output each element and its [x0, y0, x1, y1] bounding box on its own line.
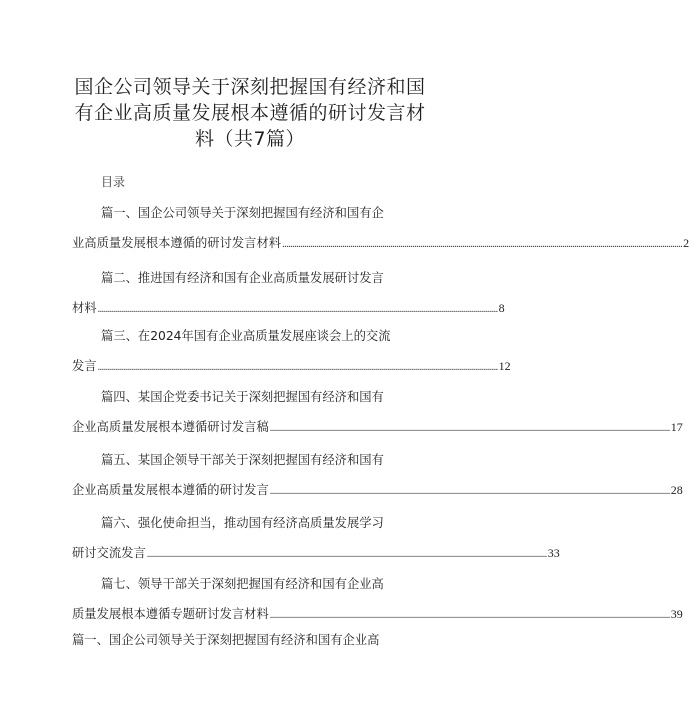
toc-entry-title: 篇六、强化使命担当，推动国有经济高质量发展学习 [101, 516, 384, 530]
toc-entry-title-tail: 企业高质量发展根本遵循研讨发言稿 [72, 420, 269, 434]
toc-entry-title-cont [72, 543, 560, 561]
toc-page-number: 17 [670, 420, 683, 434]
toc-heading: 目录 [101, 175, 126, 189]
toc-entry-title-tail: 业高质量发展根本遵循的研讨发言材料 [72, 236, 282, 250]
title-line-3: 料（共7篇） [194, 128, 306, 150]
toc-leader-dots: ........................................................................................................................................................................................................ [269, 423, 670, 434]
toc-leader-dots: ........................................................................................................................................................................................................ [146, 549, 547, 560]
toc-page-number: 8 [498, 301, 505, 315]
toc-entry-title-tail: 发言 [72, 359, 97, 373]
document-title [70, 74, 430, 152]
toc-entry-title-cont [72, 604, 683, 622]
toc-leader-dots: ........................................................................................................................................................................................................ [269, 486, 670, 497]
toc-entry-title-tail: 材料 [72, 301, 97, 315]
toc-leader-dots: ........................................................................................................................................................................................................ [97, 362, 498, 373]
toc-entry-title-cont [72, 356, 511, 374]
title-line-1: 国企公司领导关于深刻把握国有经济和国 [74, 76, 426, 98]
toc-entry-title-tail: 企业高质量发展根本遵循的研讨发言 [72, 483, 269, 497]
toc-entry-title-tail: 质量发展根本遵循专题研讨发言材料 [72, 607, 269, 621]
toc-page-number: 12 [498, 359, 511, 373]
toc-entry-title: 篇五、某国企领导干部关于深刻把握国有经济和国有 [101, 453, 384, 467]
toc-page-number: 33 [547, 546, 560, 560]
toc-leader-dots: ........................................................................................................................................................................................................ [282, 239, 683, 250]
toc-entry-title: 篇一、国企公司领导关于深刻把握国有经济和国有企 [101, 206, 384, 220]
toc-entry-title-cont [72, 233, 689, 251]
toc-entry-title-cont [72, 417, 683, 435]
toc-entry-title-cont [72, 480, 683, 498]
toc-entry-title: 篇四、某国企党委书记关于深刻把握国有经济和国有 [101, 390, 384, 404]
toc-entry-title-tail: 研讨交流发言 [72, 546, 146, 560]
toc-page-number: 2 [683, 236, 689, 250]
toc-entry-title: 篇三、在2024年国有企业高质量发展座谈会上的交流 [101, 329, 391, 343]
toc-page-number: 39 [670, 607, 683, 621]
toc-leader-dots: ........................................................................................................................................................................................................ [97, 304, 498, 315]
section-heading: 篇一、国企公司领导关于深刻把握国有经济和国有企业高 [72, 633, 380, 647]
toc-entry-title: 篇七、领导干部关于深刻把握国有经济和国有企业高 [101, 577, 384, 591]
toc-leader-dots: ........................................................................................................................................................................................................ [269, 610, 670, 621]
toc-entry-title-cont [72, 298, 505, 316]
toc-entry-title: 篇二、推进国有经济和国有企业高质量发展研讨发言 [101, 271, 384, 285]
title-line-2: 有企业高质量发展根本遵循的研讨发言材 [74, 102, 426, 124]
toc-page-number: 28 [670, 483, 683, 497]
